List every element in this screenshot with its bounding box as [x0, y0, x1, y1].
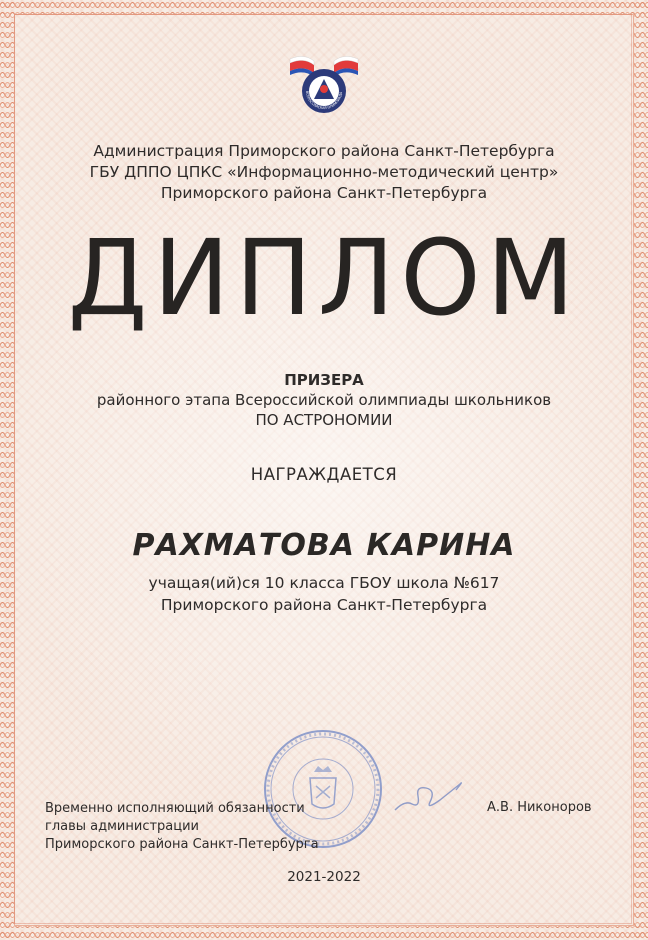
- recipient-details: [0, 572, 648, 616]
- olympiad-logo: [284, 55, 364, 127]
- academic-year: 2021-2022: [287, 869, 361, 885]
- recipient-name: РАХМАТОВА КАРИНА: [132, 528, 516, 563]
- document-title: ДИПЛОМ: [67, 217, 581, 339]
- signatory-name: А.В. Никоноров: [487, 800, 592, 815]
- award-block: [0, 370, 648, 430]
- award-subject: ПО АСТРОНОМИИ: [255, 411, 393, 429]
- signatory-position-line-3: Приморского района Санкт-Петербурга: [45, 837, 319, 852]
- logo-arc-text: ВСЕРОССИЙСКАЯ ОЛИМПИАДА: [304, 90, 344, 111]
- awarded-label: НАГРАЖДАЕТСЯ: [250, 465, 398, 484]
- signatory-position-line-2: главы администрации: [45, 819, 200, 834]
- award-degree: ПРИЗЕРА: [284, 371, 364, 389]
- recipient-district: Приморского района Санкт-Петербурга: [160, 596, 488, 614]
- organization-line-3: Приморского района Санкт-Петербурга: [160, 184, 488, 202]
- recipient-school: учащая(ий)ся 10 класса ГБОУ школа №617: [148, 574, 500, 592]
- organization-line-1: Администрация Приморского района Санкт-Петербурга: [93, 142, 555, 160]
- signatory-position: [45, 800, 319, 854]
- signature-scribble: [390, 770, 480, 820]
- award-stage: районного этапа Всероссийской олимпиады школьников: [96, 391, 552, 409]
- organization-block: [0, 141, 648, 204]
- signatory-position-line-1: Временно исполняющий обязанности: [45, 801, 305, 816]
- organization-line-2: ГБУ ДППО ЦПКС «Информационно-методический центр»: [89, 163, 559, 181]
